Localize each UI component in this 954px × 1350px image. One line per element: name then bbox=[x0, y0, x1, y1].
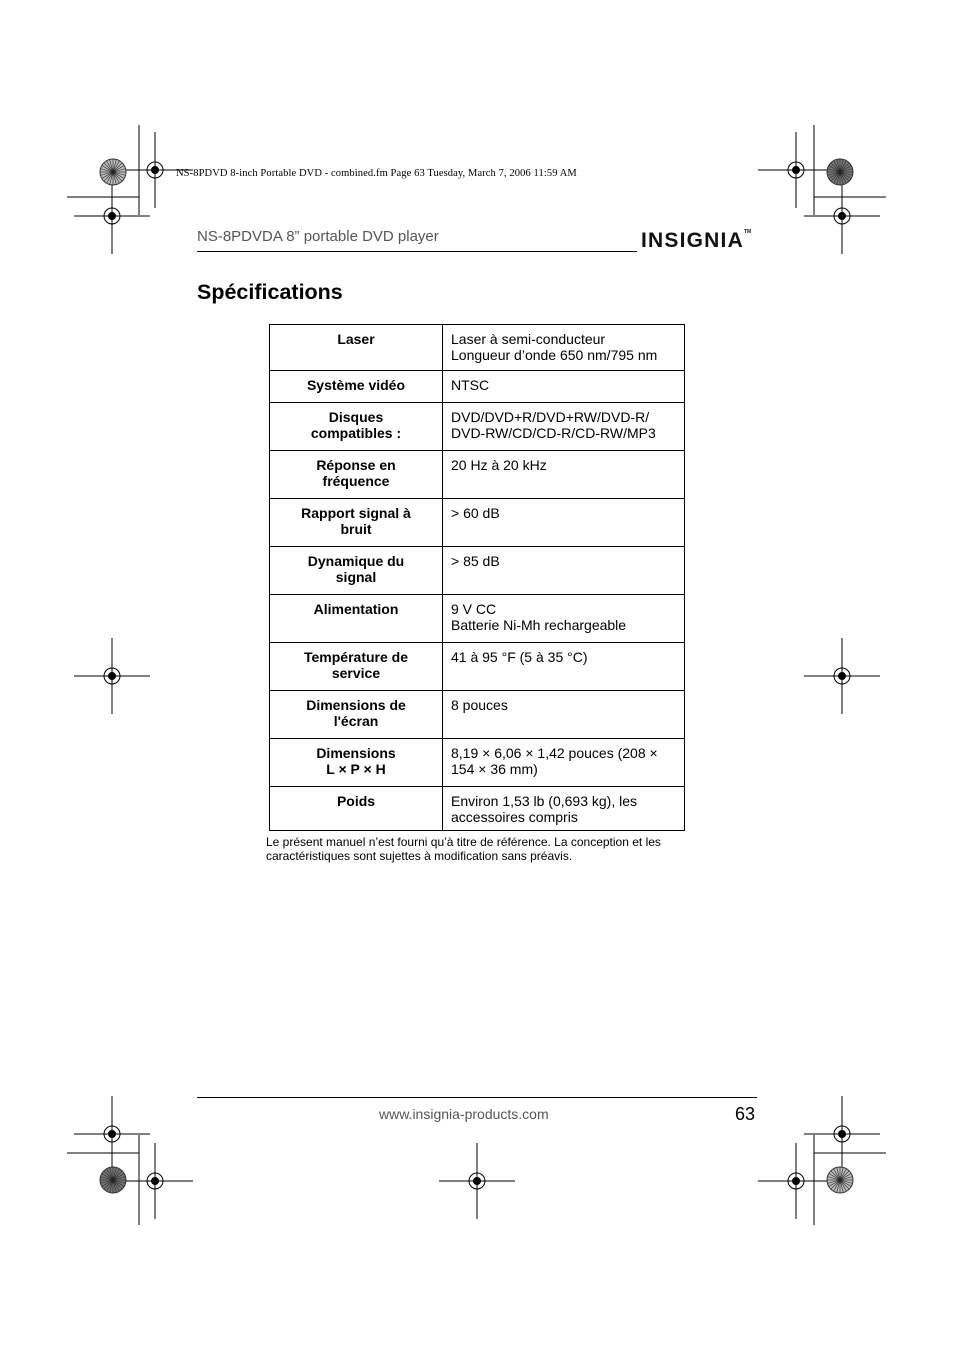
spec-row bbox=[270, 643, 685, 691]
spec-label bbox=[270, 787, 443, 831]
spec-value-line: Environ 1,53 lb (0,693 kg), les bbox=[451, 793, 637, 809]
page-title: Spécifications bbox=[197, 280, 343, 304]
spec-label-line: signal bbox=[335, 569, 377, 585]
spec-row bbox=[270, 325, 685, 371]
spec-label-line: service bbox=[331, 665, 381, 681]
spec-label-line: Dynamique du bbox=[307, 553, 405, 569]
registration-target bbox=[117, 1143, 193, 1219]
spec-row bbox=[270, 451, 685, 499]
spec-label-line: Dimensions bbox=[316, 745, 396, 761]
registration-target bbox=[804, 1096, 880, 1172]
spec-label bbox=[270, 547, 443, 595]
spec-label bbox=[270, 325, 443, 371]
spec-label bbox=[270, 451, 443, 499]
spec-value bbox=[443, 371, 685, 403]
spec-value bbox=[443, 643, 685, 691]
spec-row bbox=[270, 371, 685, 403]
spec-value-line: 154 × 36 mm) bbox=[451, 761, 538, 777]
spec-value bbox=[443, 595, 685, 643]
spec-label bbox=[270, 739, 443, 787]
specifications-table bbox=[269, 324, 685, 831]
spec-label-line: compatibles : bbox=[310, 425, 402, 441]
registration-target bbox=[804, 178, 880, 254]
spec-label-line: Poids bbox=[336, 793, 376, 809]
disclaimer-note: Le présent manuel n’est fourni qu’à titre de référence. La conception et les caractéristiques sont sujettes à modification sans préavis. bbox=[266, 835, 661, 863]
spec-row bbox=[270, 595, 685, 643]
spec-label-line: Système vidéo bbox=[306, 377, 406, 393]
logo-trademark: TM bbox=[743, 229, 752, 235]
spec-value-line: 20 Hz à 20 kHz bbox=[451, 457, 547, 473]
insignia-logo bbox=[641, 229, 751, 253]
spec-label bbox=[270, 371, 443, 403]
page-number: 63 bbox=[735, 1104, 756, 1124]
spec-label bbox=[270, 643, 443, 691]
spec-label-line: Alimentation bbox=[313, 601, 399, 617]
print-slug-line: NS-8PDVD 8-inch Portable DVD - combined.fm Page 63 Tuesday, March 7, 2006 11:59 AM bbox=[176, 168, 577, 179]
color-dial bbox=[100, 1167, 126, 1193]
spec-value-line: accessoires compris bbox=[451, 809, 578, 825]
spec-value bbox=[443, 787, 685, 831]
spec-value bbox=[443, 325, 685, 371]
footer-rule bbox=[197, 1097, 757, 1098]
spec-label-line: Disques bbox=[328, 409, 384, 425]
registration-target bbox=[758, 1143, 834, 1219]
spec-label-line: Rapport signal à bbox=[301, 505, 411, 521]
spec-value bbox=[443, 403, 685, 451]
logo-text: INSIGNIA bbox=[641, 229, 744, 252]
color-dial bbox=[827, 1167, 853, 1193]
spec-value-line: Longueur d’onde 650 nm/795 nm bbox=[451, 347, 658, 363]
spec-row bbox=[270, 499, 685, 547]
spec-row bbox=[270, 691, 685, 739]
spec-label-line: L × P × H bbox=[326, 761, 386, 777]
registration-target bbox=[439, 1143, 515, 1219]
spec-row bbox=[270, 739, 685, 787]
spec-label-line: Réponse en bbox=[316, 457, 396, 473]
spec-label-line: Température de bbox=[304, 649, 408, 665]
footer-website: www.insignia-products.com bbox=[379, 1106, 549, 1122]
color-dial bbox=[827, 159, 853, 185]
spec-value-line: NTSC bbox=[451, 377, 490, 393]
spec-value-line: DVD/DVD+R/DVD+RW/DVD-R/ bbox=[451, 409, 650, 425]
document-header-title: NS-8PDVDA 8” portable DVD player bbox=[197, 228, 439, 245]
spec-value bbox=[443, 739, 685, 787]
spec-label-line: bruit bbox=[340, 521, 372, 537]
spec-row bbox=[270, 403, 685, 451]
spec-label-line: Laser bbox=[337, 331, 375, 347]
spec-value-line: DVD-RW/CD/CD-R/CD-RW/MP3 bbox=[451, 425, 656, 441]
spec-value-line: > 85 dB bbox=[451, 553, 500, 569]
spec-row bbox=[270, 787, 685, 831]
spec-label bbox=[270, 691, 443, 739]
spec-label bbox=[270, 403, 443, 451]
spec-value-line: Laser à semi-conducteur bbox=[451, 331, 606, 347]
spec-value bbox=[443, 499, 685, 547]
spec-value bbox=[443, 691, 685, 739]
color-dial bbox=[100, 159, 126, 185]
spec-row bbox=[270, 547, 685, 595]
spec-value bbox=[443, 547, 685, 595]
spec-value-line: 41 à 95 °F (5 à 35 °C) bbox=[451, 649, 588, 665]
spec-label bbox=[270, 499, 443, 547]
spec-label-line: l'écran bbox=[333, 713, 379, 729]
spec-label bbox=[270, 595, 443, 643]
spec-value bbox=[443, 451, 685, 499]
spec-label-line: Dimensions de bbox=[306, 697, 406, 713]
spec-value-line: 8 pouces bbox=[451, 697, 508, 713]
spec-value-line: > 60 dB bbox=[451, 505, 500, 521]
header-rule bbox=[197, 251, 637, 252]
spec-value-line: 8,19 × 6,06 × 1,42 pouces (208 × bbox=[451, 745, 658, 761]
spec-value-line: Batterie Ni-Mh rechargeable bbox=[451, 617, 627, 633]
registration-target bbox=[804, 638, 880, 714]
spec-value-line: 9 V CC bbox=[451, 601, 497, 617]
spec-label-line: fréquence bbox=[322, 473, 390, 489]
registration-target bbox=[74, 638, 150, 714]
